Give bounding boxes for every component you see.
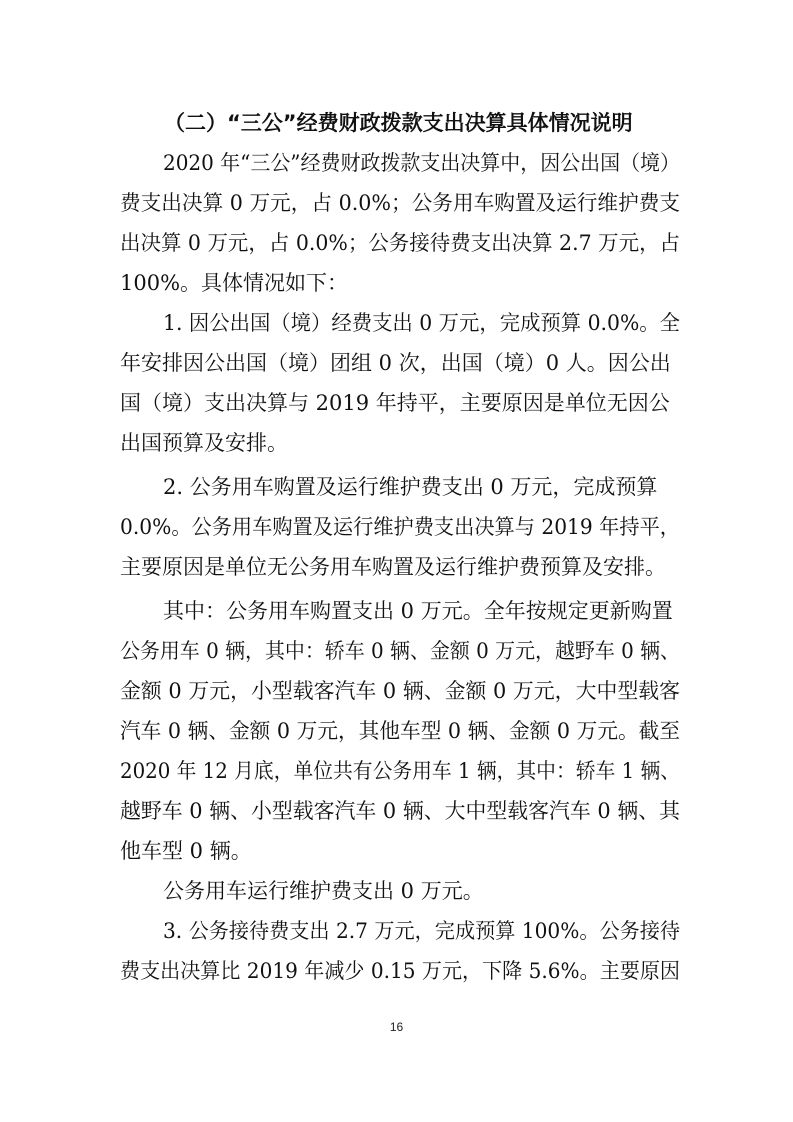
text-line: [0, 789, 793, 833]
text-line: [0, 141, 793, 185]
paragraph-text: 0.0%。公务用车购置及运行维护费支出决算与 2019 年持平，: [120, 515, 680, 539]
section-title-text: （二）“三公”经费财政拨款支出决算具体情况说明: [164, 111, 633, 135]
paragraph-text: 其中：公务用车购置支出 0 万元。全年按规定更新购置: [163, 599, 673, 623]
text-line: [0, 749, 793, 793]
paragraph-text: 主要原因是单位无公务用车购置及运行维护费预算及安排。: [120, 555, 666, 579]
text-line: [0, 221, 793, 265]
paragraph-text: 国（境）支出决算与 2019 年持平，主要原因是单位无因公: [120, 391, 670, 415]
text-line: [0, 301, 793, 345]
paragraph-text: 1. 因公出国（境）经费支出 0 万元，完成预算 0.0%。全: [163, 311, 681, 335]
text-line: [0, 589, 793, 633]
text-line: [0, 709, 793, 753]
text-line: [0, 421, 793, 465]
text-line: [0, 669, 793, 713]
text-line: [0, 909, 793, 953]
paragraph-text: 2020 年 12 月底，单位共有公务用车 1 辆，其中：轿车 1 辆、: [120, 759, 681, 783]
text-line: [0, 869, 793, 913]
text-line: [0, 629, 793, 673]
text-line: [0, 261, 793, 305]
text-line: [0, 505, 793, 549]
paragraph-text: 汽车 0 辆、金额 0 万元，其他车型 0 辆、金额 0 万元。截至: [120, 719, 681, 743]
text-line: [0, 949, 793, 993]
paragraph-text: 费支出决算比 2019 年减少 0.15 万元，下降 5.6%。主要原因: [120, 959, 680, 983]
paragraph-text: 越野车 0 辆、小型载客汽车 0 辆、大中型载客汽车 0 辆、其: [120, 799, 680, 823]
text-line: [0, 545, 793, 589]
paragraph-text: 2020 年“三公”经费财政拨款支出决算中，因公出国（境）: [163, 151, 681, 175]
paragraph-text: 他车型 0 辆。: [120, 839, 252, 863]
text-line: [0, 341, 793, 385]
text-line: [0, 381, 793, 425]
paragraph-text: 出国预算及安排。: [120, 431, 288, 455]
paragraph-text: 出决算 0 万元，占 0.0%；公务接待费支出决算 2.7 万元，占: [120, 231, 681, 255]
page-number: 16: [389, 1020, 404, 1034]
paragraph-text: 2. 公务用车购置及运行维护费支出 0 万元，完成预算: [163, 475, 658, 499]
paragraph-text: 3. 公务接待费支出 2.7 万元，完成预算 100%。公务接待: [163, 919, 681, 943]
paragraph-text: 公务用车运行维护费支出 0 万元。: [163, 879, 484, 903]
paragraph-text: 公务用车 0 辆，其中：轿车 0 辆、金额 0 万元，越野车 0 辆、: [120, 639, 680, 663]
paragraph-text: 100%。具体情况如下：: [120, 271, 349, 295]
paragraph-text: 年安排因公出国（境）团组 0 次，出国（境）0 人。因公出: [120, 351, 671, 375]
paragraph-text: 金额 0 万元，小型载客汽车 0 辆、金额 0 万元，大中型载客: [120, 679, 680, 703]
section-title: [0, 101, 793, 145]
text-line: [0, 465, 793, 509]
paragraph-text: 费支出决算 0 万元，占 0.0%；公务用车购置及运行维护费支: [120, 191, 681, 215]
text-line: [0, 829, 793, 873]
text-line: [0, 181, 793, 225]
